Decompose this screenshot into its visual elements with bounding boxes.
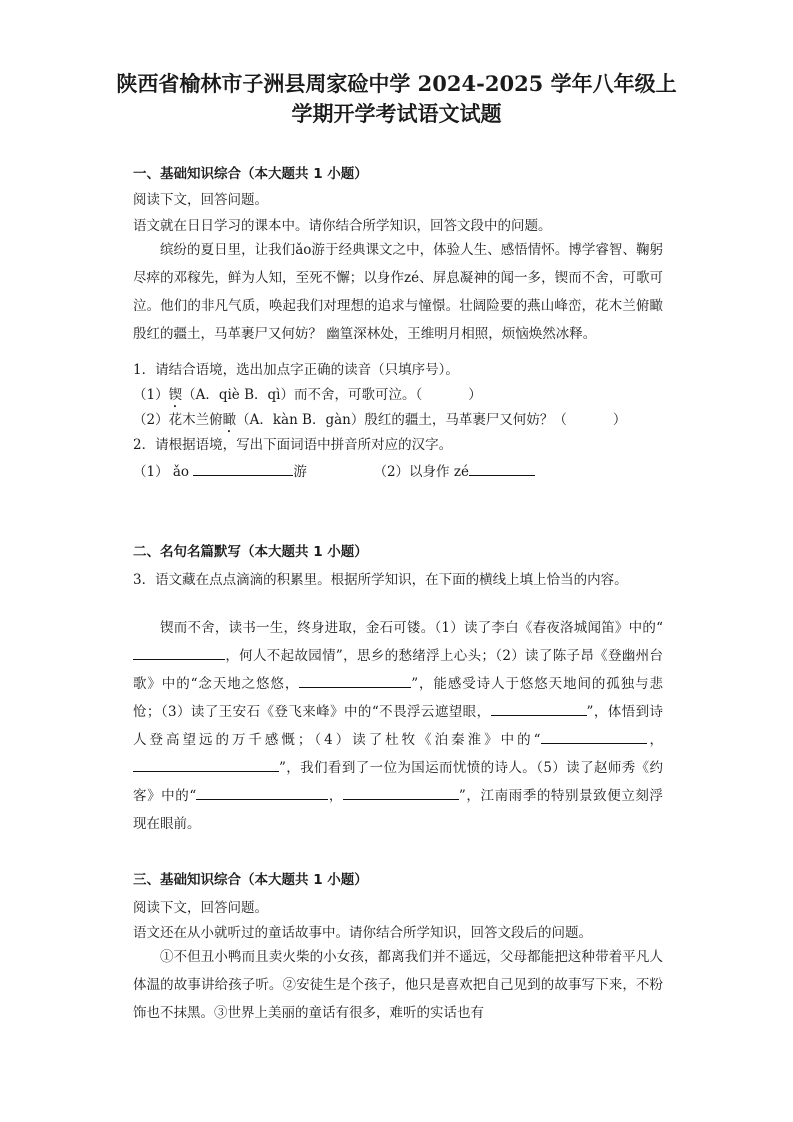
question1-prompt: 1．请结合语境，选出加点字正确的读音（只填序号）。 bbox=[133, 362, 459, 378]
q1-1-dotted-char: 锲 bbox=[168, 387, 183, 403]
q3-text-7: ， bbox=[328, 788, 343, 804]
q3-blank-7[interactable] bbox=[343, 785, 459, 800]
q3-text-2: ，何人不起故园情”，思乡的愁绪浮上心头；（2）读了陈子昂《登幽州台歌》中的“念天地之悠悠， bbox=[133, 648, 663, 692]
q2-1-suffix: 游 bbox=[293, 464, 307, 480]
section1-intro1: 阅读下文，回答问题。 bbox=[133, 192, 268, 208]
q1-1-text: （A．qiè B．qì）而不舍，可歌可泣。（ bbox=[182, 387, 423, 403]
q3-blank-5[interactable] bbox=[133, 757, 279, 772]
question1-item1 bbox=[133, 386, 482, 411]
question2-items bbox=[133, 461, 535, 481]
q3-blank-1[interactable] bbox=[133, 645, 225, 660]
q3-text-8: ”，江南雨季的特别景致便立刻浮现在眼前。 bbox=[133, 788, 664, 832]
q1-2-close: ） bbox=[612, 412, 627, 428]
q3-blank-4[interactable] bbox=[541, 729, 647, 744]
question3-prompt: 3．语文藏在点点滴滴的积累里。根据所学知识，在下面的横线上填上恰当的内容。 bbox=[133, 572, 628, 588]
q3-text-4: ”，体悟到诗人登高望远的万千感慨；（4）读了杜牧《泊秦淮》中的“ bbox=[133, 704, 663, 748]
q3-blank-3[interactable] bbox=[491, 701, 587, 716]
section1-passage: 缤纷的夏日里，让我们ǎo游于经典课文之中，体验人生、感悟情怀。博学睿智、鞠躬尽瘁的邓稼先，鲜为人知，至死不懈；以身作zé、屏息凝神的闻一多，锲而不舍，可歌可泣。他们的非凡气质，唤起我们对理想的追求与憧憬。壮阔险要的燕山峰峦，花木兰俯瞰殷红的疆土，马革裹尸又何妨？ 幽篁深林处，王维明月相照，烦恼焕然冰释。 bbox=[133, 242, 663, 342]
q3-blank-2[interactable] bbox=[299, 673, 411, 688]
question2-prompt: 2．请根据语境，写出下面词语中拼音所对应的汉字。 bbox=[133, 437, 453, 453]
q3-blank-6[interactable] bbox=[196, 785, 328, 800]
q1-2-text: （A．kàn B．gàn）殷红的疆土，马革裹尸又何妨？（ bbox=[236, 412, 567, 428]
q1-1-close: ） bbox=[468, 387, 482, 403]
exam-title-line2: 学期开学考试语文试题 bbox=[291, 101, 502, 126]
q2-1-blank[interactable] bbox=[193, 461, 293, 476]
exam-title-line1: 陕西省榆林市子洲县周家硷中学 2024-2025 学年八年级上 bbox=[116, 71, 677, 96]
q2-2-prefix: （2）以身作 zé bbox=[373, 464, 469, 480]
section3-intro2: 语文还在从小就听过的童话故事中。请你结合所学知识，回答文段后的问题。 bbox=[133, 925, 592, 941]
section3-passage: ①不但丑小鸭而且卖火柴的小女孩，都离我们并不遥远，父母都能把这种带着平凡人体温的故事讲给孩子听。②安徒生是个孩子，他只是喜欢把自己见到的故事写下来，不粉饰也不抹黑。③世界上美丽的童话有很多，难听的实话也有 bbox=[133, 949, 663, 1021]
section1-intro2: 语文就在日日学习的课本中。请你结合所学知识，回答文段中的问题。 bbox=[133, 218, 552, 234]
q2-2-blank[interactable] bbox=[469, 461, 535, 476]
section2-heading: 二、名句名篇默写（本大题共 1 小题） bbox=[133, 544, 368, 560]
question3-fill-passage bbox=[133, 614, 663, 838]
q3-text-1: 锲而不舍，读书一生，终身进取，金石可镂。（1）读了李白《春夜洛城闻笛》中的“ bbox=[160, 620, 663, 636]
question1-item2 bbox=[133, 411, 626, 436]
q3-text-3: ”，能感受诗人于悠悠天地间的孤独与悲怆；（3）读了王安石《登飞来峰》中的“不畏浮云遮望眼， bbox=[133, 676, 664, 720]
section3-heading: 三、基础知识综合（本大题共 1 小题） bbox=[133, 872, 368, 888]
section1-heading: 一、基础知识综合（本大题共 1 小题） bbox=[133, 166, 368, 182]
q1-2-prefix: （2）花木兰俯 bbox=[133, 412, 223, 428]
q2-1-prefix: （1） ǎo bbox=[133, 464, 190, 480]
section3-intro1: 阅读下文，回答问题。 bbox=[133, 900, 268, 916]
q1-2-dotted-char: 瞰 bbox=[222, 412, 237, 428]
q3-text-5: ， bbox=[646, 732, 663, 748]
q1-1-prefix: （1） bbox=[133, 387, 169, 403]
q3-text-6: ”，我们看到了一位为国运而忧愤的诗人。（5）读了赵师秀《约客》中的“ bbox=[133, 760, 663, 804]
